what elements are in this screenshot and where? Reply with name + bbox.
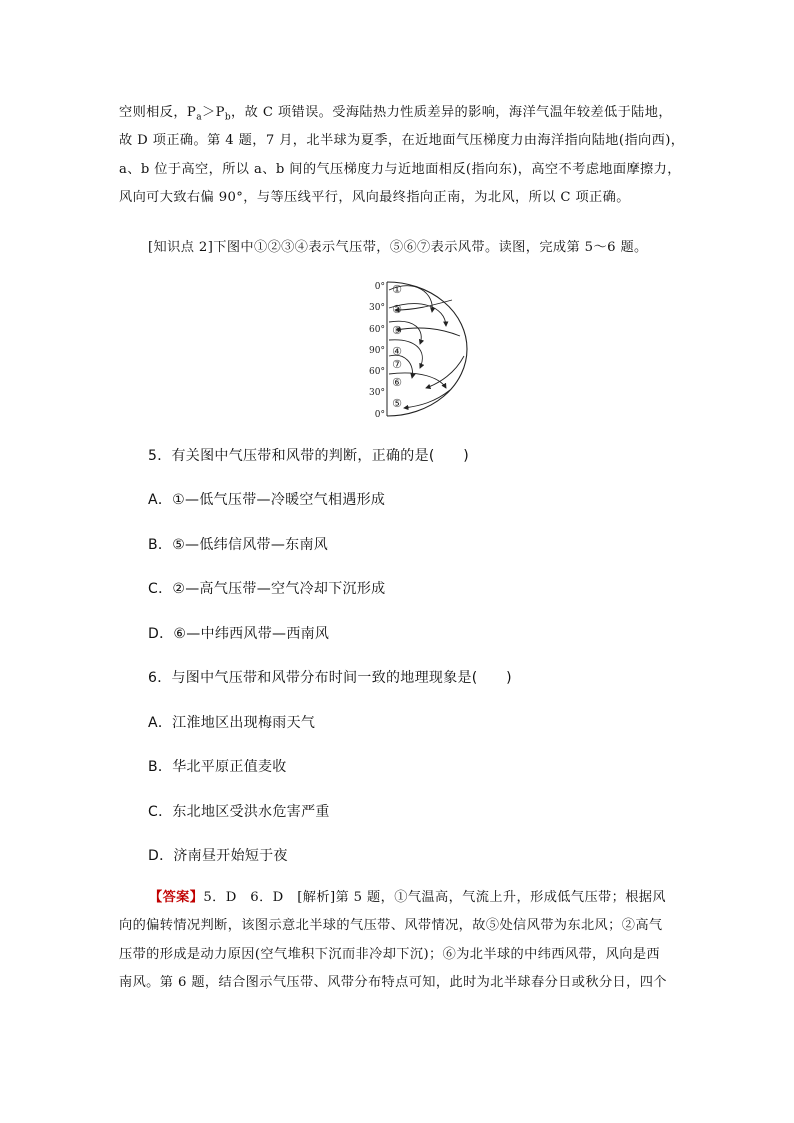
- text-run: ，故 C 项错误。受海陆热力性质差异的影响，海洋气温年较差低于陆地，: [231, 105, 672, 120]
- belt-label: ④: [392, 345, 402, 358]
- text-run: ＞P: [202, 105, 225, 120]
- latitude-label: 90°: [369, 346, 385, 356]
- question-5-stem: 5．有关图中气压带和风带的判断，正确的是( ): [148, 448, 470, 464]
- latitude-label: 30°: [369, 388, 385, 398]
- answer-line-1: [119, 884, 689, 912]
- answer-tag: 【答案】: [149, 890, 204, 905]
- wind-arrow: [396, 328, 460, 336]
- latitude-label: 60°: [369, 367, 385, 377]
- subscript: a: [196, 112, 202, 123]
- latitude-label: 0°: [374, 410, 385, 420]
- knowledge-point-heading: [知识点 2]下图中①②③④表示气压带，⑤⑥⑦表示风带。读图，完成第 5～6 题。: [148, 240, 648, 255]
- subscript: b: [224, 112, 232, 123]
- latitude-label: 60°: [369, 325, 385, 335]
- question-6-stem: 6．与图中气压带和风带分布时间一致的地理现象是( ): [148, 670, 512, 686]
- pressure-wind-belt-figure: [360, 278, 470, 423]
- text-run: 空则相反，P: [119, 105, 197, 120]
- belt-label: ②: [392, 303, 402, 316]
- answer-paragraph: [119, 884, 689, 997]
- question-5-option-c[interactable]: C．②—高气压带—空气冷却下沉形成: [148, 581, 386, 597]
- question-5-option-a[interactable]: A．①—低气压带—冷暖空气相遇形成: [148, 492, 386, 508]
- wind-arrow: [426, 356, 464, 388]
- belt-label: ③: [392, 324, 402, 337]
- belt-label: ⑦: [392, 358, 402, 371]
- belt-label: ①: [392, 283, 402, 296]
- latitude-label: 0°: [374, 282, 385, 292]
- question-6-option-a[interactable]: A．江淮地区出现梅雨天气: [148, 715, 316, 731]
- latitude-label: 30°: [369, 303, 385, 313]
- explanation-line-1: [119, 99, 689, 127]
- question-6-option-d[interactable]: D．济南昼开始短于夜: [148, 848, 288, 864]
- question-6-option-c[interactable]: C．东北地区受洪水危害严重: [148, 804, 330, 820]
- question-6-option-b[interactable]: B．华北平原正值麦收: [148, 759, 287, 775]
- belt-label: ⑤: [392, 397, 402, 410]
- answer-line-2: 向的偏转情况判断，该图示意北半球的气压带、风带情况，故⑤处信风带为东北风；②高气: [119, 918, 663, 934]
- question-5-option-b[interactable]: B．⑤—低纬信风带—东南风: [148, 537, 329, 553]
- explanation-line-2: 故 D 项正确。第 4 题，7 月，北半球为夏季，在近地面气压梯度力由海洋指向陆地(指向西)，: [119, 133, 685, 149]
- wind-arrow: [404, 390, 450, 408]
- question-5-option-d[interactable]: D．⑥—中纬西风带—西南风: [148, 626, 330, 642]
- belt-label: ⑥: [392, 376, 402, 389]
- explanation-line-4: 风向可大致右偏 90°，与等压线平行，风向最终指向正南，为北风，所以 C 项正确。: [119, 189, 630, 205]
- answer-line-3: 压带的形成是动力原因(空气堆积下沉而非冷却下沉)；⑥为北半球的中纬西风带，风向是西: [119, 946, 660, 962]
- answer-line-4: 南风。第 6 题，结合图示气压带、风带分布特点可知，此时为北半球春分日或秋分日，四个: [119, 974, 667, 990]
- explanation-paragraph: [119, 99, 689, 212]
- text-run: 5．D 6．D [解析]第 5 题，①气温高，气流上升，形成低气压带；根据风: [203, 890, 666, 905]
- explanation-line-3: a、b 位于高空，所以 a、b 间的气压梯度力与近地面相反(指向东)，高空不考虑地面摩擦力，: [119, 161, 681, 177]
